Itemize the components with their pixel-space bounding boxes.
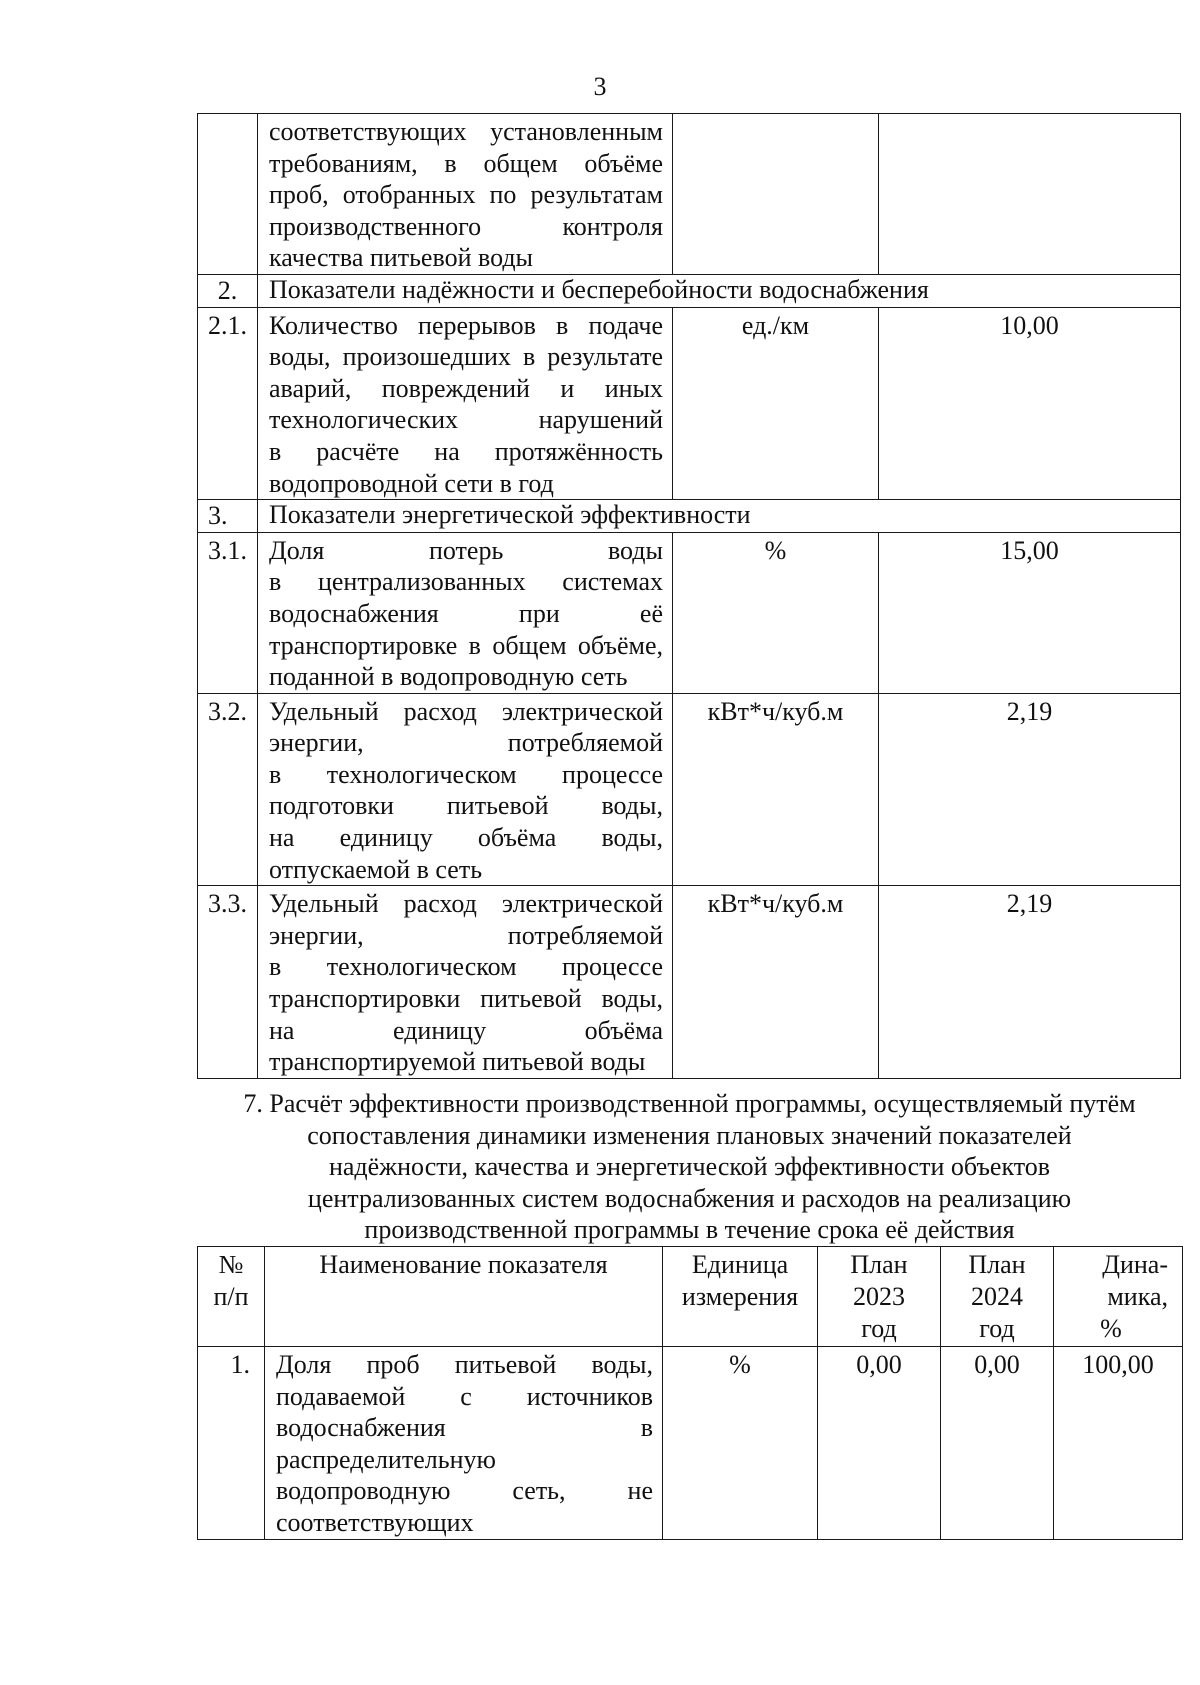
row-number: 3.2. xyxy=(198,693,258,886)
section-row xyxy=(198,274,1181,307)
row-number: 3.3. xyxy=(198,886,258,1079)
table-row xyxy=(198,886,1181,1079)
table-row xyxy=(198,307,1181,500)
value-cell: 10,00 xyxy=(879,307,1181,500)
indicator-name: соответствующих установленным требованиям, в общем объёме проб, отобранных по результатам производственного контроля качества питьевой воды xyxy=(258,114,673,275)
unit-cell xyxy=(673,114,879,275)
header-plan-2023: План 2023 год xyxy=(818,1247,941,1347)
row-number: 1. xyxy=(198,1347,265,1540)
unit-cell: кВт*ч/куб.м xyxy=(673,886,879,1079)
section-row xyxy=(198,500,1181,533)
table-header-row xyxy=(198,1247,1183,1347)
value-cell: 15,00 xyxy=(879,532,1181,693)
dynamics-cell: 100,00 xyxy=(1054,1347,1183,1540)
header-dynamics: Дина- мика, % xyxy=(1054,1247,1183,1347)
table-row xyxy=(198,532,1181,693)
unit-cell: кВт*ч/куб.м xyxy=(673,693,879,886)
section-title: Показатели энергетической эффективности xyxy=(258,500,1181,533)
heading-line: 7. Расчёт эффективности производственной программы, осуществляемый путём xyxy=(243,1089,1136,1118)
indicator-name: Доля потерь воды в централизованных системах водоснабжения при её транспортировке в общем объёме, поданной в водопроводную сеть xyxy=(258,532,673,693)
section-number: 3. xyxy=(198,500,258,533)
plan-2024-cell: 0,00 xyxy=(941,1347,1054,1540)
table-row xyxy=(198,1347,1183,1540)
section-title: Показатели надёжности и бесперебойности водоснабжения xyxy=(258,274,1181,307)
header-num: № п/п xyxy=(198,1247,265,1347)
heading-line: централизованных систем водоснабжения и расходов на реализацию xyxy=(307,1183,1072,1213)
table-row xyxy=(198,693,1181,886)
row-number xyxy=(198,114,258,275)
indicator-name: Доля проб питьевой воды, подаваемой с источников водоснабжения в распределительную водопроводную сеть, не соответствующих xyxy=(265,1347,663,1540)
section-number: 2. xyxy=(198,274,258,307)
unit-cell: ед./км xyxy=(673,307,879,500)
indicators-table xyxy=(197,113,1181,1079)
value-cell: 2,19 xyxy=(879,886,1181,1079)
header-unit: Единица измерения xyxy=(663,1247,818,1347)
table-row xyxy=(198,114,1181,275)
header-plan-2024: План 2024 год xyxy=(941,1247,1054,1347)
efficiency-table xyxy=(197,1246,1183,1540)
heading-line: сопоставления динамики изменения плановых значений показателей xyxy=(307,1120,1072,1150)
section-7-heading xyxy=(197,1088,1182,1246)
heading-line: надёжности, качества и энергетической эффективности объектов xyxy=(328,1152,1051,1181)
row-number: 3.1. xyxy=(198,532,258,693)
indicator-name: Количество перерывов в подаче воды, произошедших в результате аварий, повреждений и иных технологических нарушений в расчёте на протяжённость водопроводной сети в год xyxy=(258,307,673,500)
header-name: Наименование показателя xyxy=(265,1247,663,1347)
plan-2023-cell: 0,00 xyxy=(818,1347,941,1540)
unit-cell: % xyxy=(663,1347,818,1540)
unit-cell: % xyxy=(673,532,879,693)
row-number: 2.1. xyxy=(198,307,258,500)
indicator-name: Удельный расход электрической энергии, потребляемой в технологическом процессе подготовки питьевой воды, на единицу объёма воды, отпускаемой в сеть xyxy=(258,693,673,886)
page-number: 3 xyxy=(593,72,607,101)
value-cell xyxy=(879,114,1181,275)
value-cell: 2,19 xyxy=(879,693,1181,886)
indicator-name: Удельный расход электрической энергии, потребляемой в технологическом процессе транспортировки питьевой воды, на единицу объёма транспортируемой питьевой воды xyxy=(258,886,673,1079)
heading-line: производственной программы в течение срока её действия xyxy=(364,1215,1015,1244)
